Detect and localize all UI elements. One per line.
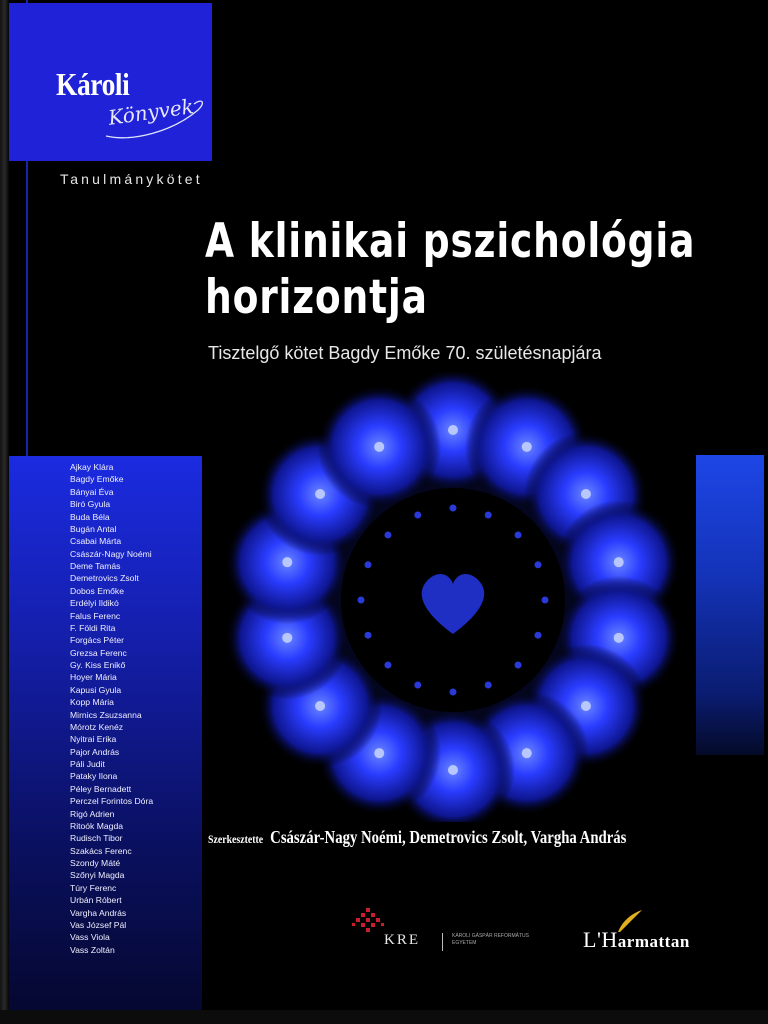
author-item: Gy. Kiss Enikő [70, 660, 126, 670]
kre-small-text: KÁROLI GÁSPÁR REFORMÁTUS EGYETEM [452, 933, 529, 946]
mandala-inner-dot [365, 561, 372, 568]
mandala-sparkle [614, 557, 624, 567]
author-item: Pajor András [70, 746, 120, 757]
mandala-sparkle [374, 748, 384, 758]
mandala-sparkle [374, 442, 384, 452]
mandala-inner-dot [485, 681, 492, 688]
author-item: Perczel Forintos Dóra [70, 796, 154, 807]
author-item: Bagdy Emőke [70, 474, 124, 485]
mandala-inner-dot [534, 632, 541, 639]
mandala-inner-dot [542, 597, 549, 604]
mandala-inner-dot [515, 531, 522, 538]
author-item: Túry Ferenc [70, 882, 117, 893]
mandala-artwork [208, 372, 698, 822]
kre-wordmark: KRE [384, 932, 420, 948]
mandala-sparkle [614, 633, 624, 643]
author-item: Bányai Éva [70, 486, 114, 497]
author-item: Falus Ferenc [70, 610, 121, 621]
series-subtitle: Könyvek [106, 94, 196, 130]
bottom-strip [0, 1010, 768, 1024]
book-title-line1: A klinikai pszichológia [205, 214, 696, 269]
author-item: Péley Bernadett [70, 783, 132, 794]
author-item: F. Földi Rita [70, 622, 116, 633]
harmattan-first: L'H [583, 927, 618, 952]
author-item: Erdélyi Ildikó [70, 598, 119, 609]
mandala-sparkle [581, 489, 591, 499]
book-spine [0, 0, 9, 1024]
author-item: Ritoók Magda [70, 820, 124, 831]
author-item: Grezsa Ferenc [70, 647, 127, 658]
author-item: Urbán Róbert [70, 895, 122, 906]
right-accent-panel [696, 455, 764, 755]
harmattan-logo [583, 927, 690, 953]
author-list [70, 461, 153, 956]
author-item: Forgács Péter [70, 635, 124, 646]
mandala-sparkle [315, 701, 325, 711]
author-item: Deme Tamás [70, 561, 121, 571]
author-item: Ajkay Klára [70, 462, 114, 472]
mandala-sparkle [282, 633, 292, 643]
book-subtitle: Tisztelgő kötet Bagdy Emőke 70. születésnapjára [208, 343, 602, 363]
kre-logo-icon [352, 908, 384, 938]
editors-label: Szerkesztette [208, 832, 264, 846]
mandala-inner-dot [358, 597, 365, 604]
author-item: Szakács Ferenc [70, 845, 132, 856]
author-item: Rudisch Tibor [70, 833, 123, 844]
author-item: Rigó Adrien [70, 808, 115, 819]
mandala-sparkle [522, 442, 532, 452]
author-item: Mórotz Kenéz [70, 721, 124, 732]
author-item: Csabai Márta [70, 536, 122, 547]
mandala-inner-dot [414, 681, 421, 688]
mandala-inner-dot [384, 662, 391, 669]
author-item: Buda Béla [70, 511, 110, 522]
mandala-inner-dot [384, 531, 391, 538]
author-item: Kopp Mária [70, 697, 114, 708]
author-item: Páli Judit [70, 759, 105, 769]
mandala-inner-dot [414, 512, 421, 519]
book-type-label: Tanulmánykötet [60, 171, 203, 187]
mandala-sparkle [448, 425, 458, 435]
author-item: Biró Gyula [70, 499, 111, 510]
mandala-inner-dot [534, 561, 541, 568]
author-item: Szondy Máté [70, 858, 121, 868]
book-title-line2: horizontja [205, 270, 428, 325]
harmattan-rest: armattan [617, 932, 690, 951]
author-item: Vass Viola [70, 932, 110, 943]
author-item: Vass Zoltán [70, 944, 115, 955]
mandala-sparkle [522, 748, 532, 758]
mandala-sparkle [315, 489, 325, 499]
author-item: Nyitrai Erika [70, 734, 117, 745]
author-item: Mirnics Zsuzsanna [70, 709, 142, 720]
mandala-sparkle [581, 701, 591, 711]
author-item: Kapusi Gyula [70, 684, 122, 695]
mandala-inner-dot [515, 662, 522, 669]
author-item: Pataky Ilona [70, 771, 118, 782]
author-item: Dobos Emőke [70, 585, 124, 596]
author-item: Vas József Pál [70, 919, 127, 930]
author-item: Bugán Antal [70, 523, 117, 534]
book-title [205, 214, 701, 326]
author-item: Vargha András [70, 907, 127, 918]
mandala-inner-dot [485, 512, 492, 519]
mandala-sparkle [448, 765, 458, 775]
author-item: Demetrovics Zsolt [70, 573, 139, 584]
mandala-inner-dot [450, 689, 457, 696]
mandala-inner-dot [450, 505, 457, 512]
author-item: Császár-Nagy Noémi [70, 548, 152, 559]
kre-separator [442, 933, 443, 951]
editors-line [208, 827, 626, 848]
author-item: Hoyer Mária [70, 672, 117, 683]
mandala-inner-dot [365, 632, 372, 639]
editors-names: Császár-Nagy Noémi, Demetrovics Zsolt, Vargha András [270, 827, 627, 847]
series-title: Károli [56, 66, 130, 102]
author-item: Szőnyi Magda [70, 870, 125, 881]
mandala-sparkle [282, 557, 292, 567]
